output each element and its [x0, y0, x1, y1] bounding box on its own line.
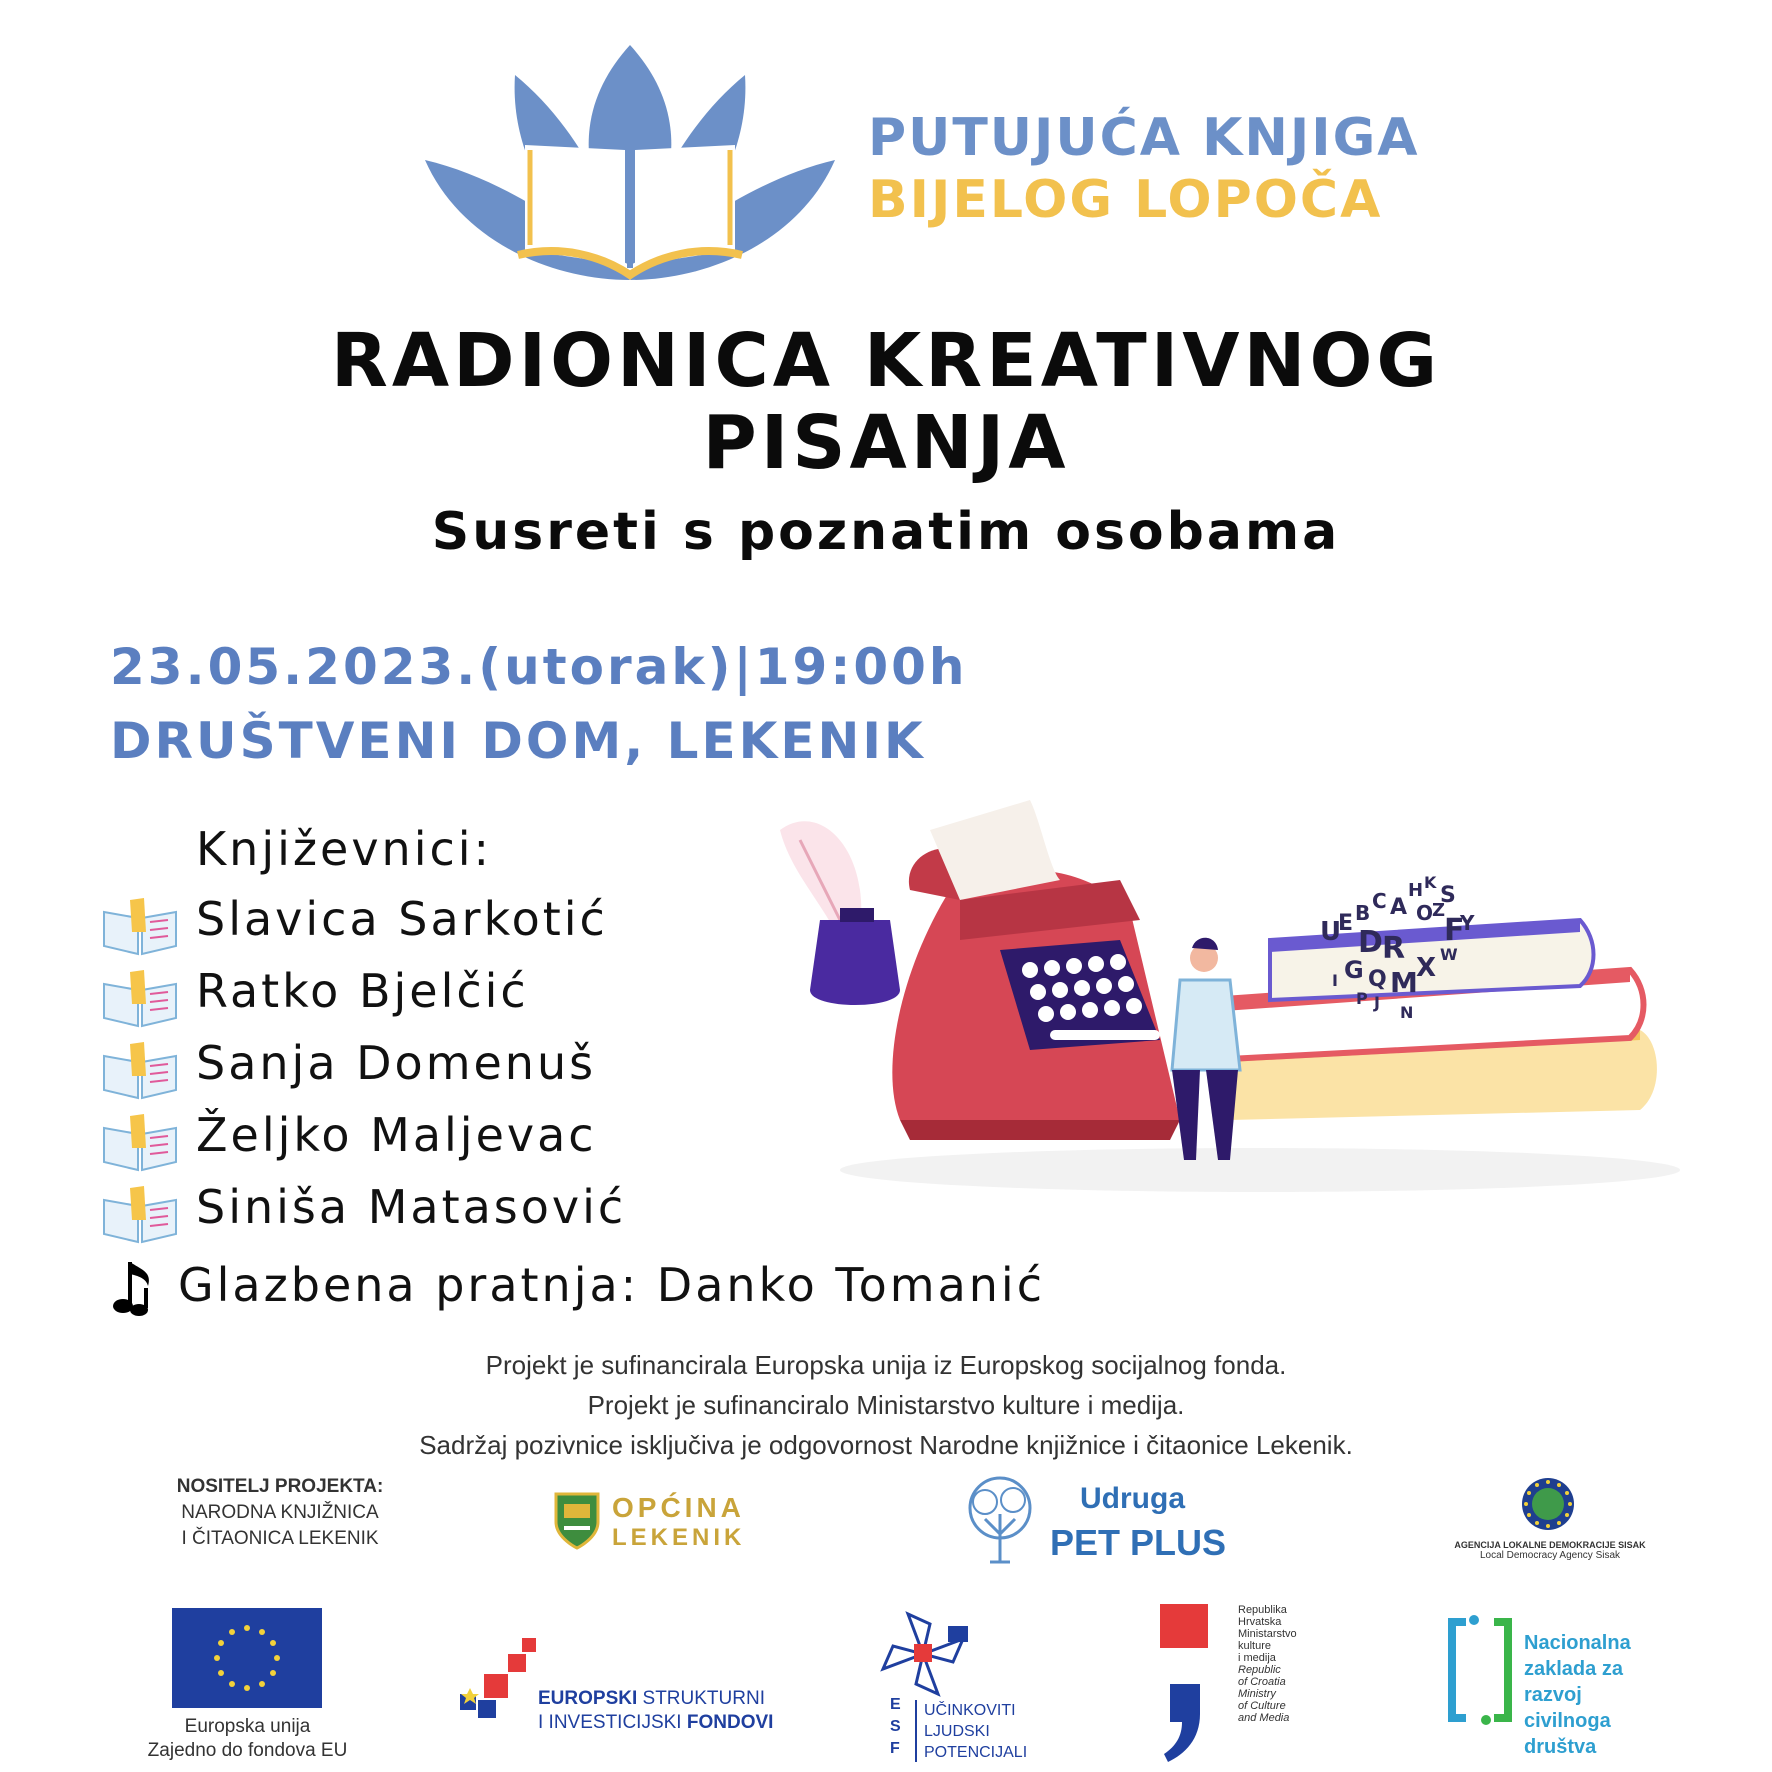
- opcina-lekenik-crest-icon: [552, 1490, 602, 1550]
- music-accompaniment: Glazbena pratnja: Danko Tomanić: [178, 1258, 1045, 1312]
- authors-heading: Književnici:: [196, 822, 493, 876]
- project-holder-line2: I ČITAONICA LEKENIK: [181, 1528, 379, 1549]
- svg-text:I: I: [1332, 971, 1338, 990]
- ministry-culture-icon: [1160, 1604, 1210, 1764]
- ministry-line: Hrvatska: [1238, 1616, 1282, 1628]
- funding-line3: Sadržaj pozivnice isključiva je odgovornost Narodne knjižnice i čitaonice Lekenik.: [419, 1430, 1353, 1460]
- svg-text:Z: Z: [1432, 900, 1446, 921]
- ministry-en-line: of Croatia: [1238, 1676, 1286, 1688]
- esf-letter-e: E: [890, 1696, 901, 1713]
- svg-text:X: X: [1416, 953, 1437, 983]
- music-note-icon: [112, 1258, 162, 1320]
- esf-divider: [915, 1700, 917, 1762]
- eu-line1: Europska unija: [184, 1716, 311, 1737]
- opcina-line2: LEKENIK: [612, 1524, 746, 1551]
- author-item: Ratko Bjelčić: [196, 964, 529, 1018]
- author-item: Sanja Domenuš: [196, 1036, 597, 1090]
- brand-name-line2: BIJELOG LOPOČA: [868, 170, 1383, 230]
- ministry-line: Ministarstvo: [1238, 1628, 1297, 1640]
- open-book-icon: [100, 1108, 180, 1174]
- ulp-line1: UČINKOVITI: [924, 1702, 1016, 1719]
- alds-logo: [1450, 1540, 1650, 1561]
- ministry-en-line: of Culture: [1238, 1700, 1286, 1712]
- eu-logo: [140, 1716, 355, 1762]
- funding-line1: Projekt je sufinancirala Europska unija iz Europskog socijalnog fonda.: [485, 1350, 1287, 1380]
- svg-text:M: M: [1390, 966, 1418, 999]
- esf-pinwheel-icon: [868, 1604, 978, 1704]
- eu-line2: Zajedno do fondova EU: [147, 1740, 348, 1761]
- svg-text:Y: Y: [1460, 911, 1475, 935]
- event-title-line2: PISANJA: [702, 400, 1070, 486]
- svg-text:Q: Q: [1368, 967, 1387, 992]
- svg-text:P: P: [1356, 989, 1368, 1008]
- svg-text:U: U: [1320, 917, 1342, 947]
- open-book-icon: [100, 1180, 180, 1246]
- open-book-icon: [100, 1036, 180, 1102]
- ministry-line: Republika: [1238, 1604, 1287, 1616]
- project-holder-label: NOSITELJ PROJEKTA:: [176, 1476, 384, 1497]
- svg-text:A: A: [1390, 895, 1408, 920]
- project-holder-logo: [150, 1476, 410, 1550]
- nzrcd-line: zaklada za: [1524, 1658, 1623, 1680]
- alds-line1: AGENCIJA LOKALNE DEMOKRACIJE SISAK: [1454, 1540, 1646, 1550]
- esif-rest1: STRUKTURNI: [637, 1688, 765, 1709]
- svg-text:D: D: [1358, 925, 1383, 960]
- ministry-logo: [1238, 1604, 1297, 1724]
- svg-text:F: F: [1444, 913, 1465, 948]
- nzrcd-bracket-icon: [1444, 1614, 1516, 1726]
- svg-text:R: R: [1382, 931, 1406, 966]
- nzrcd-line: civilnoga: [1524, 1710, 1611, 1732]
- esf-letter-f: F: [890, 1740, 900, 1757]
- ulp-line2: LJUDSKI: [924, 1723, 990, 1740]
- ulp-line3: POTENCIJALI: [924, 1744, 1028, 1761]
- ministry-en-line: Ministry: [1238, 1688, 1276, 1700]
- project-holder-line1: NARODNA KNJIŽNICA: [181, 1502, 379, 1523]
- event-subtitle: Susreti s poznatim osobama: [431, 502, 1341, 562]
- ministry-line: kulture: [1238, 1640, 1272, 1652]
- opcina-lekenik-logo: [612, 1492, 745, 1552]
- open-book-icon: [100, 964, 180, 1030]
- event-datetime: 23.05.2023.(utorak)|19:00h: [110, 638, 968, 696]
- esif-bold1: EUROPSKI: [538, 1688, 638, 1709]
- svg-text:B: B: [1355, 901, 1371, 925]
- svg-text:C: C: [1372, 889, 1387, 913]
- author-item: Siniša Matasović: [196, 1180, 627, 1234]
- svg-text:E: E: [1338, 911, 1354, 936]
- svg-text:N: N: [1400, 1003, 1414, 1022]
- open-book-icon: [100, 892, 180, 958]
- svg-text:S: S: [1440, 883, 1456, 908]
- typewriter-books-illustration: [760, 790, 1720, 1210]
- pet-plus-tree-icon: [955, 1474, 1045, 1566]
- svg-text:K: K: [1424, 873, 1437, 892]
- pet-plus-logo: [1050, 1482, 1226, 1564]
- opcina-line1: OPĆINA: [612, 1492, 745, 1523]
- udruga-line2: PET PLUS: [1050, 1522, 1227, 1563]
- author-item: Željko Maljevac: [196, 1108, 597, 1162]
- svg-text:J: J: [1374, 993, 1380, 1012]
- ministry-en-line: Republic: [1238, 1664, 1281, 1676]
- ucinkoviti-logo: [924, 1700, 1027, 1763]
- funding-line2: Projekt je sufinanciralo Ministarstvo kulture i medija.: [587, 1390, 1185, 1420]
- alds-line2: Local Democracy Agency Sisak: [1479, 1550, 1621, 1561]
- eu-flag-icon: [172, 1608, 322, 1708]
- alds-globe-icon: [1520, 1476, 1576, 1532]
- ministry-en-line: and Media: [1238, 1712, 1290, 1724]
- ministry-line: i medija: [1238, 1652, 1276, 1664]
- svg-text:G: G: [1344, 956, 1364, 984]
- nzrcd-line: društva: [1524, 1736, 1597, 1758]
- brand-name-line1: PUTUJUĆA KNJIGA: [868, 108, 1420, 168]
- esif-logo: [538, 1688, 773, 1734]
- esf-letter-s: S: [890, 1718, 901, 1735]
- event-title-line1: RADIONICA KREATIVNOG: [330, 318, 1442, 404]
- svg-text:H: H: [1408, 880, 1424, 901]
- svg-text:O: O: [1416, 901, 1434, 925]
- esif-bold2: FONDOVI: [686, 1712, 774, 1733]
- nzrcd-line: Nacionalna: [1524, 1632, 1631, 1654]
- svg-text:W: W: [1440, 945, 1458, 964]
- author-item: Slavica Sarkotić: [196, 892, 608, 946]
- udruga-line1: Udruga: [1080, 1482, 1185, 1515]
- esf-letters: [890, 1694, 901, 1760]
- lotus-book-logo: [420, 40, 840, 290]
- nzrcd-line: razvoj: [1524, 1684, 1582, 1706]
- event-venue: DRUŠTVENI DOM, LEKENIK: [110, 712, 926, 770]
- nzrcd-logo: [1524, 1630, 1631, 1760]
- esif-rest2: I INVESTICIJSKI: [538, 1712, 687, 1733]
